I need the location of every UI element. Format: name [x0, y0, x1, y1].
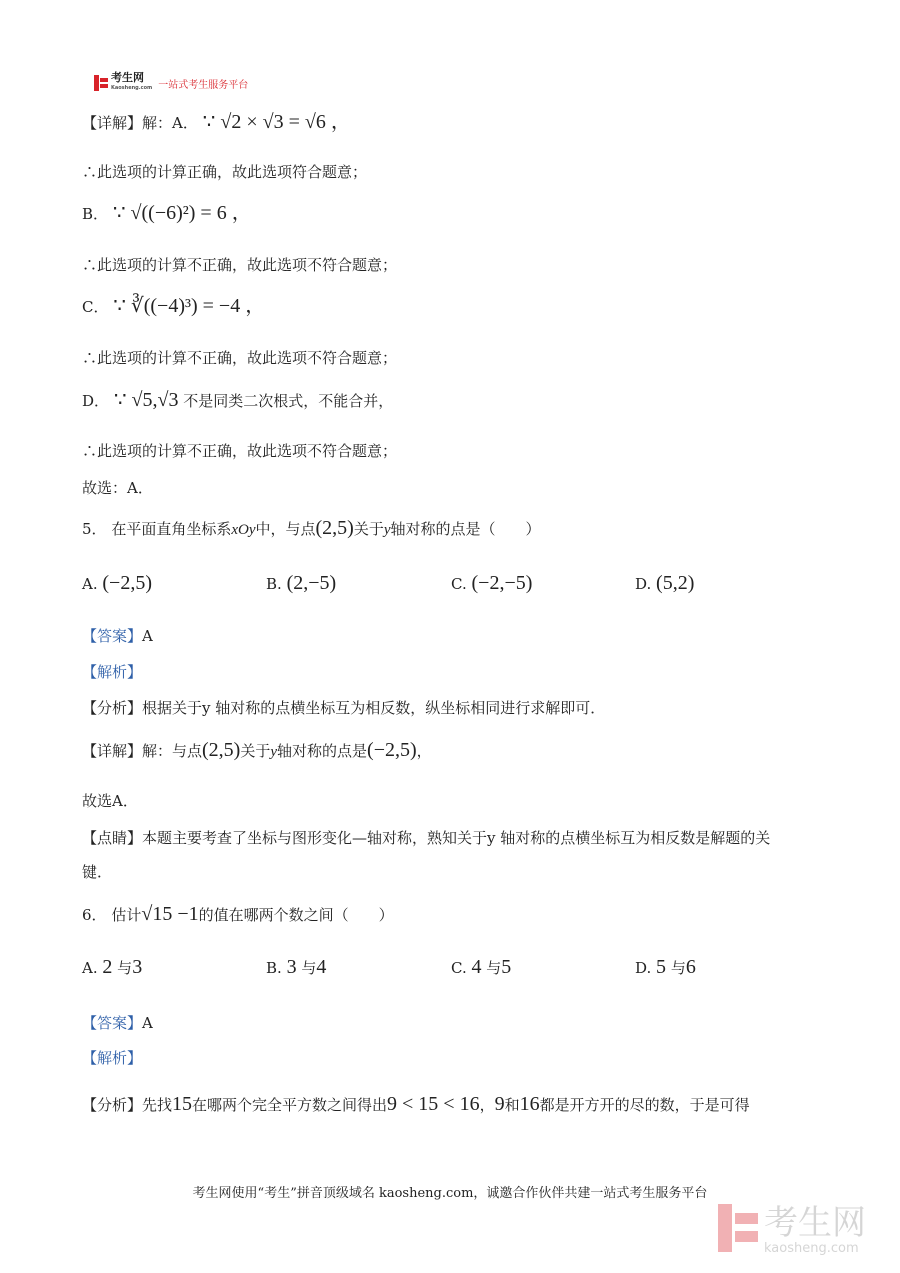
q5-stem: 5． 在平面直角坐标系xOy中，与点(2,5)关于y轴对称的点是（ ）	[82, 517, 541, 539]
q4-detail-a: 【详解】解：A． ∵ √2 × √3 = √6 ，	[82, 111, 351, 133]
site-logo	[94, 72, 248, 94]
q5-detail: 【详解】解：与点(2,5)关于y轴对称的点是(−2,5)，	[82, 739, 432, 761]
q4-conclusion-d: ∴此选项的计算不正确，故此选项不符合题意；	[82, 442, 398, 460]
logo-slogan: 一站式考生服务平台	[158, 79, 249, 91]
q4-detail-c: C． ∵ ∛((−4)³) = −4 ，	[82, 295, 266, 317]
q4-detail-b: B． ∵ √((−6)²) = 6 ，	[82, 202, 252, 224]
math-expression: ∵ √5,√3	[113, 389, 179, 411]
q5-option-c[interactable]: C. (−2,−5)	[451, 572, 533, 594]
q6-option-b[interactable]: B. 3 与4	[266, 956, 327, 978]
q6-option-c[interactable]: C. 4 与5	[451, 956, 512, 978]
watermark-logo-icon	[718, 1204, 758, 1252]
math-expression: ∵ √((−6)²) = 6 ，	[112, 202, 252, 224]
q6-answer: 【答案】A	[82, 1014, 153, 1032]
logo-name: 考生网	[111, 71, 144, 84]
math-expression: ∵ ∛((−4)³) = −4 ，	[113, 295, 266, 317]
q6-analysis-tag: 【解析】	[82, 1049, 143, 1067]
q4-conclusion-c: ∴此选项的计算不正确，故此选项不符合题意；	[82, 349, 398, 367]
watermark	[718, 1204, 866, 1256]
q5-fenxi: 【分析】根据关于y 轴对称的点横坐标互为相反数，纵坐标相同进行求解即可．	[82, 699, 606, 717]
q4-conclusion-a: ∴此选项的计算正确，故此选项符合题意；	[82, 163, 368, 181]
answer-tag: 【答案】	[82, 1014, 143, 1032]
math-expression: √15 −1	[141, 903, 199, 925]
q5-analysis-tag: 【解析】	[82, 663, 143, 681]
watermark-name: 考生网	[764, 1203, 866, 1243]
q5-answer: 【答案】A	[82, 627, 153, 645]
logo-icon	[94, 75, 108, 91]
q4-detail-d: D． ∵ √5,√3 不是同类二次根式，不能合并，	[82, 389, 394, 411]
page-footer: 考生网使用“考生”拼音顶级域名 kaosheng.com，诚邀合作伙伴共建一站式考生服务平台	[192, 1186, 708, 1201]
q6-option-d[interactable]: D. 5 与6	[635, 956, 696, 978]
q4-conclusion-b: ∴此选项的计算不正确，故此选项不符合题意；	[82, 256, 398, 274]
answer-tag: 【答案】	[82, 627, 143, 645]
q5-choose: 故选A．	[82, 792, 138, 810]
q5-option-d[interactable]: D. (5,2)	[635, 572, 695, 594]
q6-option-a[interactable]: A. 2 与3	[82, 956, 143, 978]
q6-fenxi: 【分析】先找15在哪两个完全平方数之间得出9 < 15 < 16，9和16都是开方开的尽的数，于是可得	[82, 1093, 750, 1115]
q5-option-b[interactable]: B. (2,−5)	[266, 572, 337, 594]
q5-dianjing-1: 【点睛】本题主要考查了坐标与图形变化—轴对称，熟知关于y 轴对称的点横坐标互为相反数是解题的关	[82, 829, 771, 847]
q5-dianjing-2: 键．	[82, 863, 113, 881]
q6-stem: 6． 估计√15 −1的值在哪两个数之间（ ）	[82, 903, 394, 925]
watermark-sub: kaosheng.com	[764, 1241, 859, 1256]
q5-option-a[interactable]: A. (−2,5)	[82, 572, 152, 594]
math-expression: ∵ √2 × √3 = √6 ，	[202, 111, 351, 133]
logo-sub: Kaosheng.com	[111, 85, 153, 91]
q4-choose: 故选：A．	[82, 479, 153, 497]
